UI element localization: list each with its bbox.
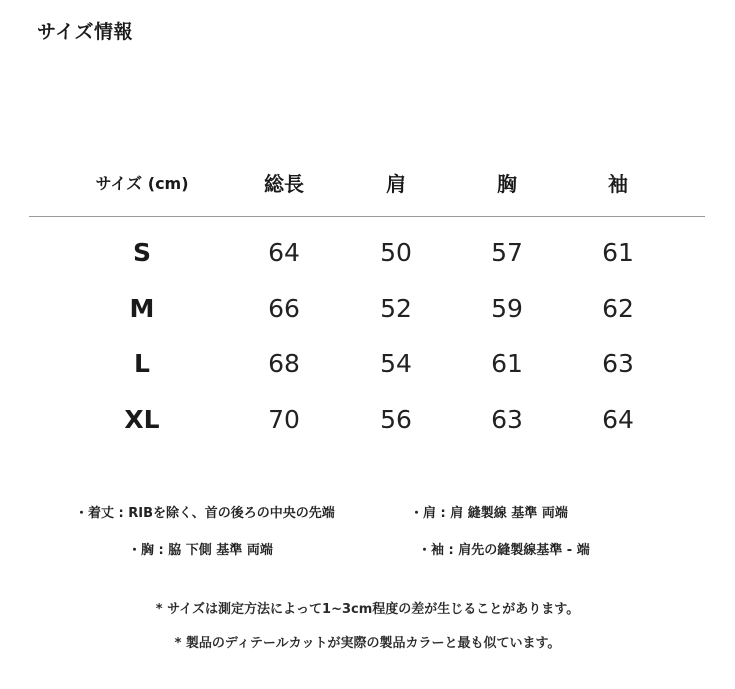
shoulder-value: 52 bbox=[380, 294, 412, 323]
header-shoulder: 肩 bbox=[386, 172, 406, 196]
sleeve-value: 63 bbox=[602, 349, 634, 378]
length-value: 66 bbox=[268, 294, 300, 323]
note-chest: ・胸 : 脇 下側 基準 両端 bbox=[128, 543, 273, 558]
note-length: ・着丈 : RIBを除く、首の後ろの中央の先端 bbox=[75, 506, 335, 521]
footnote-measurement: * サイズは測定方法によって1~3cm程度の差が生じることがあります。 bbox=[155, 602, 580, 617]
header-chest: 胸 bbox=[497, 172, 517, 196]
header-divider bbox=[29, 216, 705, 217]
length-value: 64 bbox=[268, 238, 300, 267]
page-title: サイズ情報 bbox=[37, 21, 133, 43]
size-label: L bbox=[134, 349, 150, 378]
size-label: XL bbox=[124, 405, 160, 434]
sleeve-value: 64 bbox=[602, 405, 634, 434]
chest-value: 59 bbox=[491, 294, 523, 323]
chest-value: 63 bbox=[491, 405, 523, 434]
note-sleeve: ・袖 : 肩先の縫製線基準 - 端 bbox=[418, 543, 590, 558]
note-shoulder: ・肩 : 肩 縫製線 基準 両端 bbox=[410, 506, 568, 521]
length-value: 68 bbox=[268, 349, 300, 378]
length-value: 70 bbox=[268, 405, 300, 434]
chest-value: 61 bbox=[491, 349, 523, 378]
header-length: 総長 bbox=[264, 172, 304, 196]
footnote-color: * 製品のディテールカットが実際の製品カラーと最も似ています。 bbox=[174, 636, 561, 651]
chest-value: 57 bbox=[491, 238, 523, 267]
shoulder-value: 56 bbox=[380, 405, 412, 434]
shoulder-value: 50 bbox=[380, 238, 412, 267]
shoulder-value: 54 bbox=[380, 349, 412, 378]
size-label: M bbox=[129, 294, 155, 323]
header-sleeve: 袖 bbox=[608, 172, 628, 196]
header-size: サイズ (cm) bbox=[95, 174, 189, 193]
sleeve-value: 62 bbox=[602, 294, 634, 323]
size-label: S bbox=[132, 238, 152, 267]
sleeve-value: 61 bbox=[602, 238, 634, 267]
